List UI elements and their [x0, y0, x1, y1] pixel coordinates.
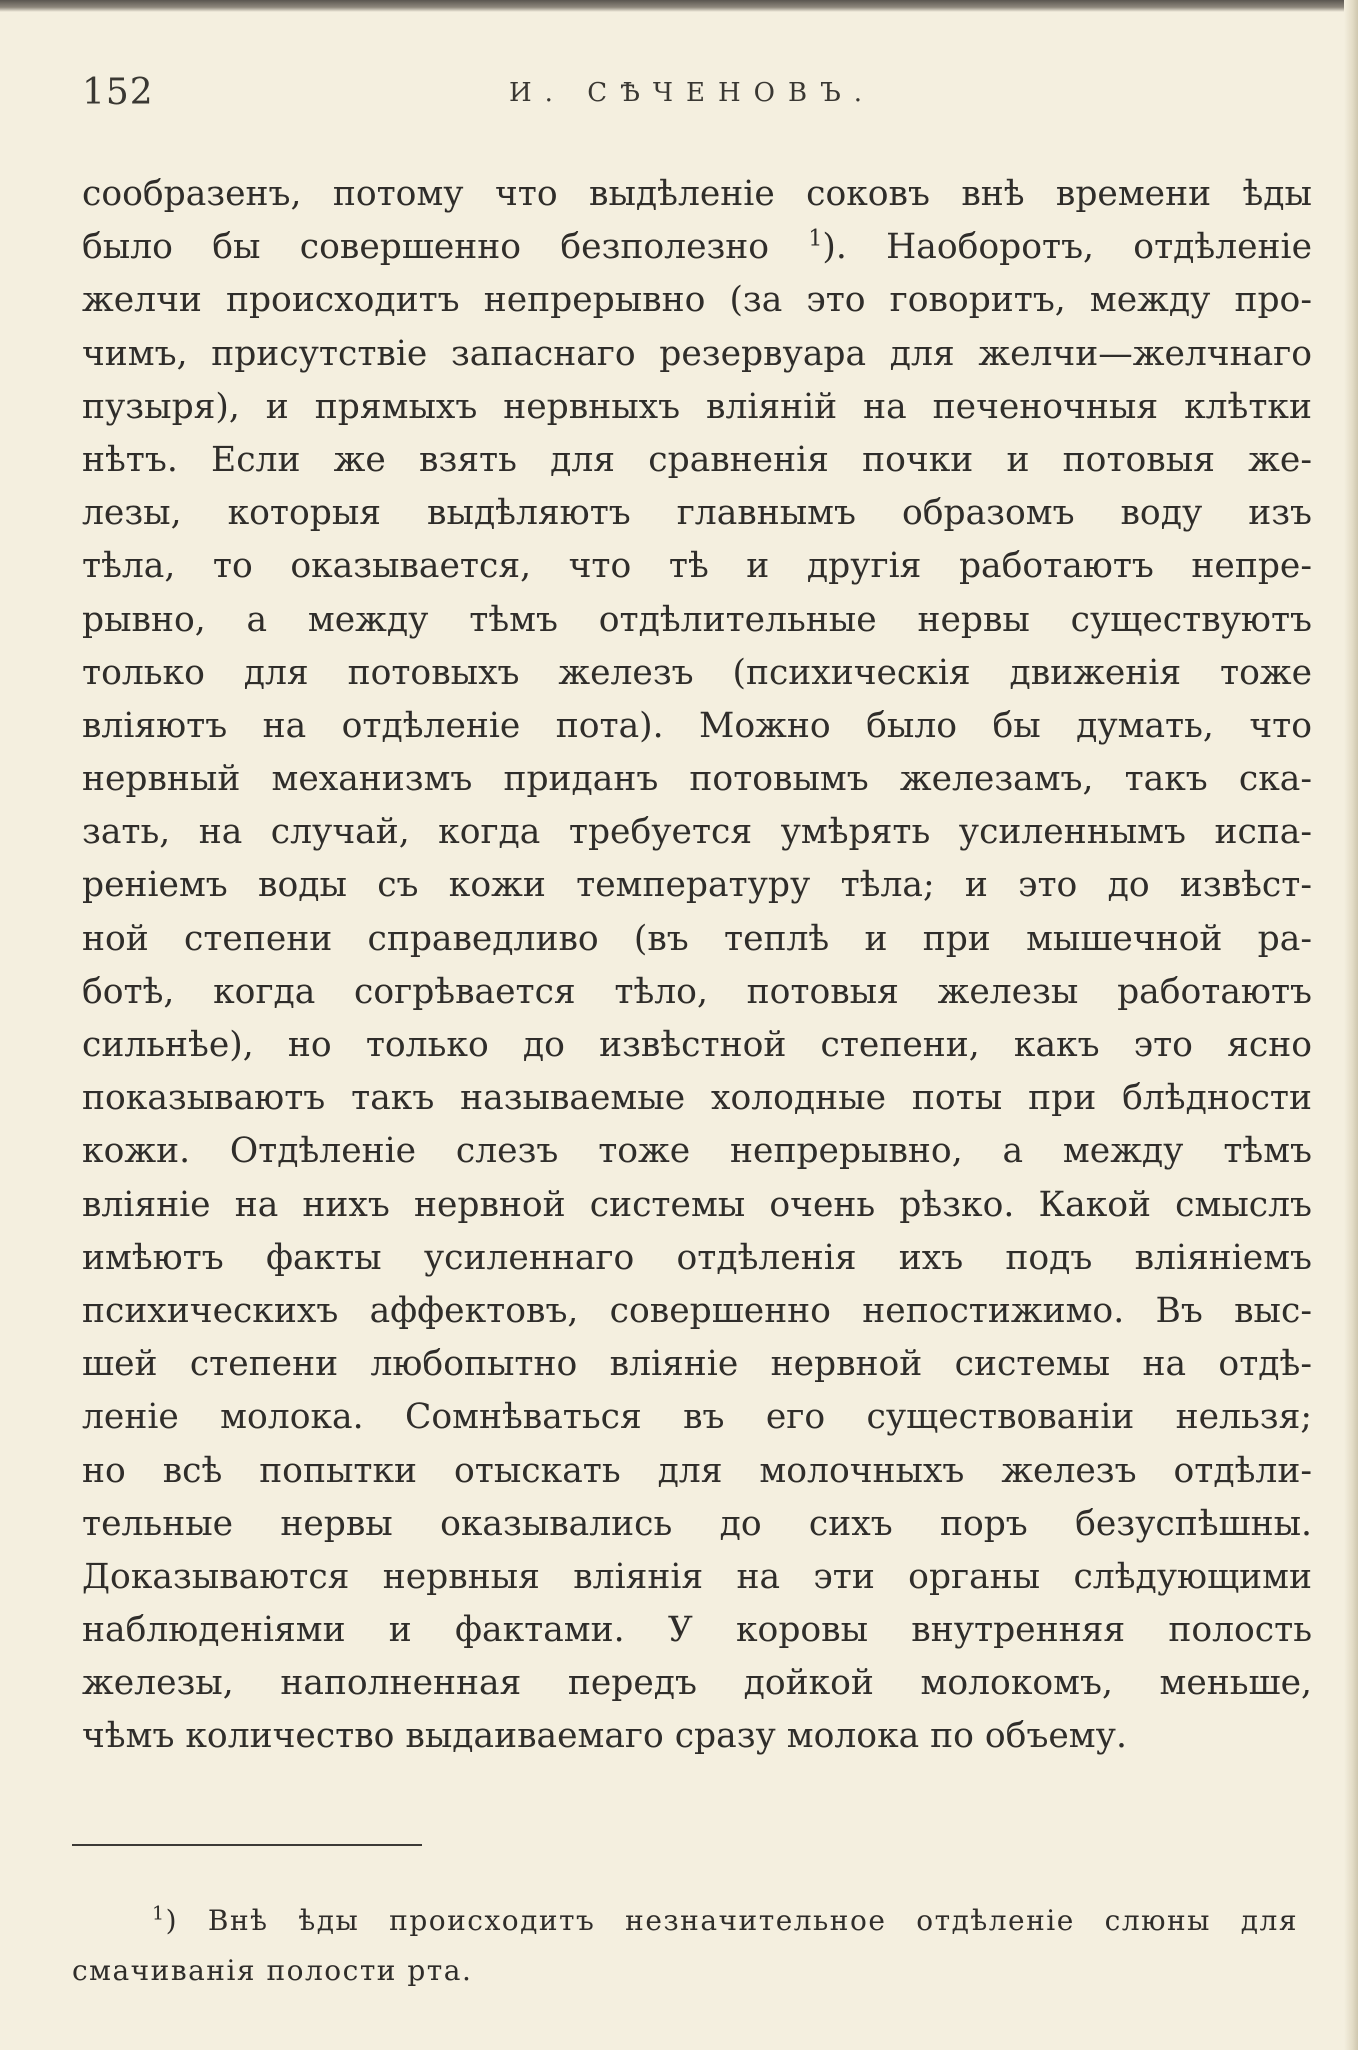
text-line: рывно, а между тѣмъ отдѣлительные нервы существуютъ: [82, 599, 1312, 640]
text-line: тельные нервы оказывались до сихъ поръ безуспѣшны.: [82, 1503, 1312, 1544]
footnote: [72, 1896, 1298, 1996]
text-line: железы, наполненная передъ дойкой молокомъ, меньше,: [82, 1663, 1312, 1704]
footnote-divider: [72, 1844, 422, 1846]
text-line: пузыря), и прямыхъ нервныхъ вліяній на печеночныя клѣтки: [82, 386, 1312, 427]
text-line: [82, 221, 1312, 274]
text-line: имѣютъ факты усиленнаго отдѣленія ихъ подъ вліяніемъ: [82, 1237, 1312, 1278]
text-line: наблюденіями и фактами. У коровы внутренняя полость: [82, 1610, 1312, 1651]
text-line: вліяютъ на отдѣленіе пота). Можно было бы думать, что: [82, 705, 1312, 746]
text-line: чимъ, присутствіе запаснаго резервуара для желчи—желчнаго: [82, 333, 1312, 374]
text-line: чѣмъ количество выдаиваемаго сразу молока по объему.: [82, 1716, 1127, 1757]
text-line: сообразенъ, потому что выдѣленіе соковъ внѣ времени ѣды: [82, 174, 1312, 214]
text-line: показываютъ такъ называемые холодные поты при блѣдности: [82, 1078, 1312, 1119]
text-line: лезы, которыя выдѣляютъ главнымъ образомъ воду изъ: [82, 493, 1312, 534]
text-line: ной степени справедливо (въ теплѣ и при мышечной ра-: [82, 918, 1312, 959]
text-line: психическихъ аффектовъ, совершенно непостижимо. Въ выс-: [82, 1290, 1312, 1331]
text-line: вліяніе на нихъ нервной системы очень рѣзко. Какой смыслъ: [82, 1184, 1312, 1225]
text-line-segment: было бы совершенно безполезно: [82, 227, 770, 268]
text-line: нѣтъ. Если же взять для сравненія почки и потовыя же-: [82, 439, 1312, 480]
text-line: тѣла, то оказывается, что тѣ и другія работаютъ непре-: [82, 546, 1312, 587]
page-top-edge: [0, 0, 1358, 12]
text-line: нервный механизмъ приданъ потовымъ железамъ, такъ ска-: [82, 759, 1312, 800]
text-line: шей степени любопытно вліяніе нервной системы на отдѣ-: [82, 1344, 1312, 1385]
running-title: И. СѢЧЕНОВЪ.: [509, 78, 875, 108]
footnote-marker: 1: [152, 1902, 166, 1925]
footnote-text: ) Внѣ ѣды происходитъ незначительное отдѣленіе слюны для: [165, 1904, 1298, 1937]
text-line: ботѣ, когда согрѣвается тѣло, потовыя железы работаютъ: [82, 971, 1312, 1012]
text-line: леніе молока. Сомнѣваться въ его существованіи нельзя;: [82, 1397, 1312, 1438]
footnote-line: смачиванія полости рта.: [72, 1954, 473, 1987]
footnote-reference[interactable]: 1: [808, 226, 823, 252]
text-line: зать, на случай, когда требуется умѣрять усиленнымъ испа-: [82, 812, 1312, 853]
page-header: [82, 72, 1302, 122]
text-line: Доказываются нервныя вліянія на эти органы слѣдующими: [82, 1556, 1312, 1597]
text-line: реніемъ воды съ кожи температуру тѣла; и это до извѣст-: [82, 865, 1312, 906]
text-line: только для потовыхъ железъ (психическія движенія тоже: [82, 652, 1312, 693]
footnote-line: [72, 1896, 1298, 1946]
text-line: кожи. Отдѣленіе слезъ тоже непрерывно, а между тѣмъ: [82, 1131, 1312, 1172]
text-line: но всѣ попытки отыскать для молочныхъ железъ отдѣли-: [82, 1450, 1312, 1491]
text-line-segment: ). Наоборотъ, отдѣленіе: [822, 227, 1312, 268]
body-text: [82, 168, 1312, 1764]
text-line: желчи происходитъ непрерывно (за это говоритъ, между про-: [82, 280, 1312, 321]
text-line: сильнѣе), но только до извѣстной степени, какъ это ясно: [82, 1025, 1312, 1065]
page-number: 152: [82, 72, 154, 113]
page-right-edge: [1344, 0, 1358, 2050]
